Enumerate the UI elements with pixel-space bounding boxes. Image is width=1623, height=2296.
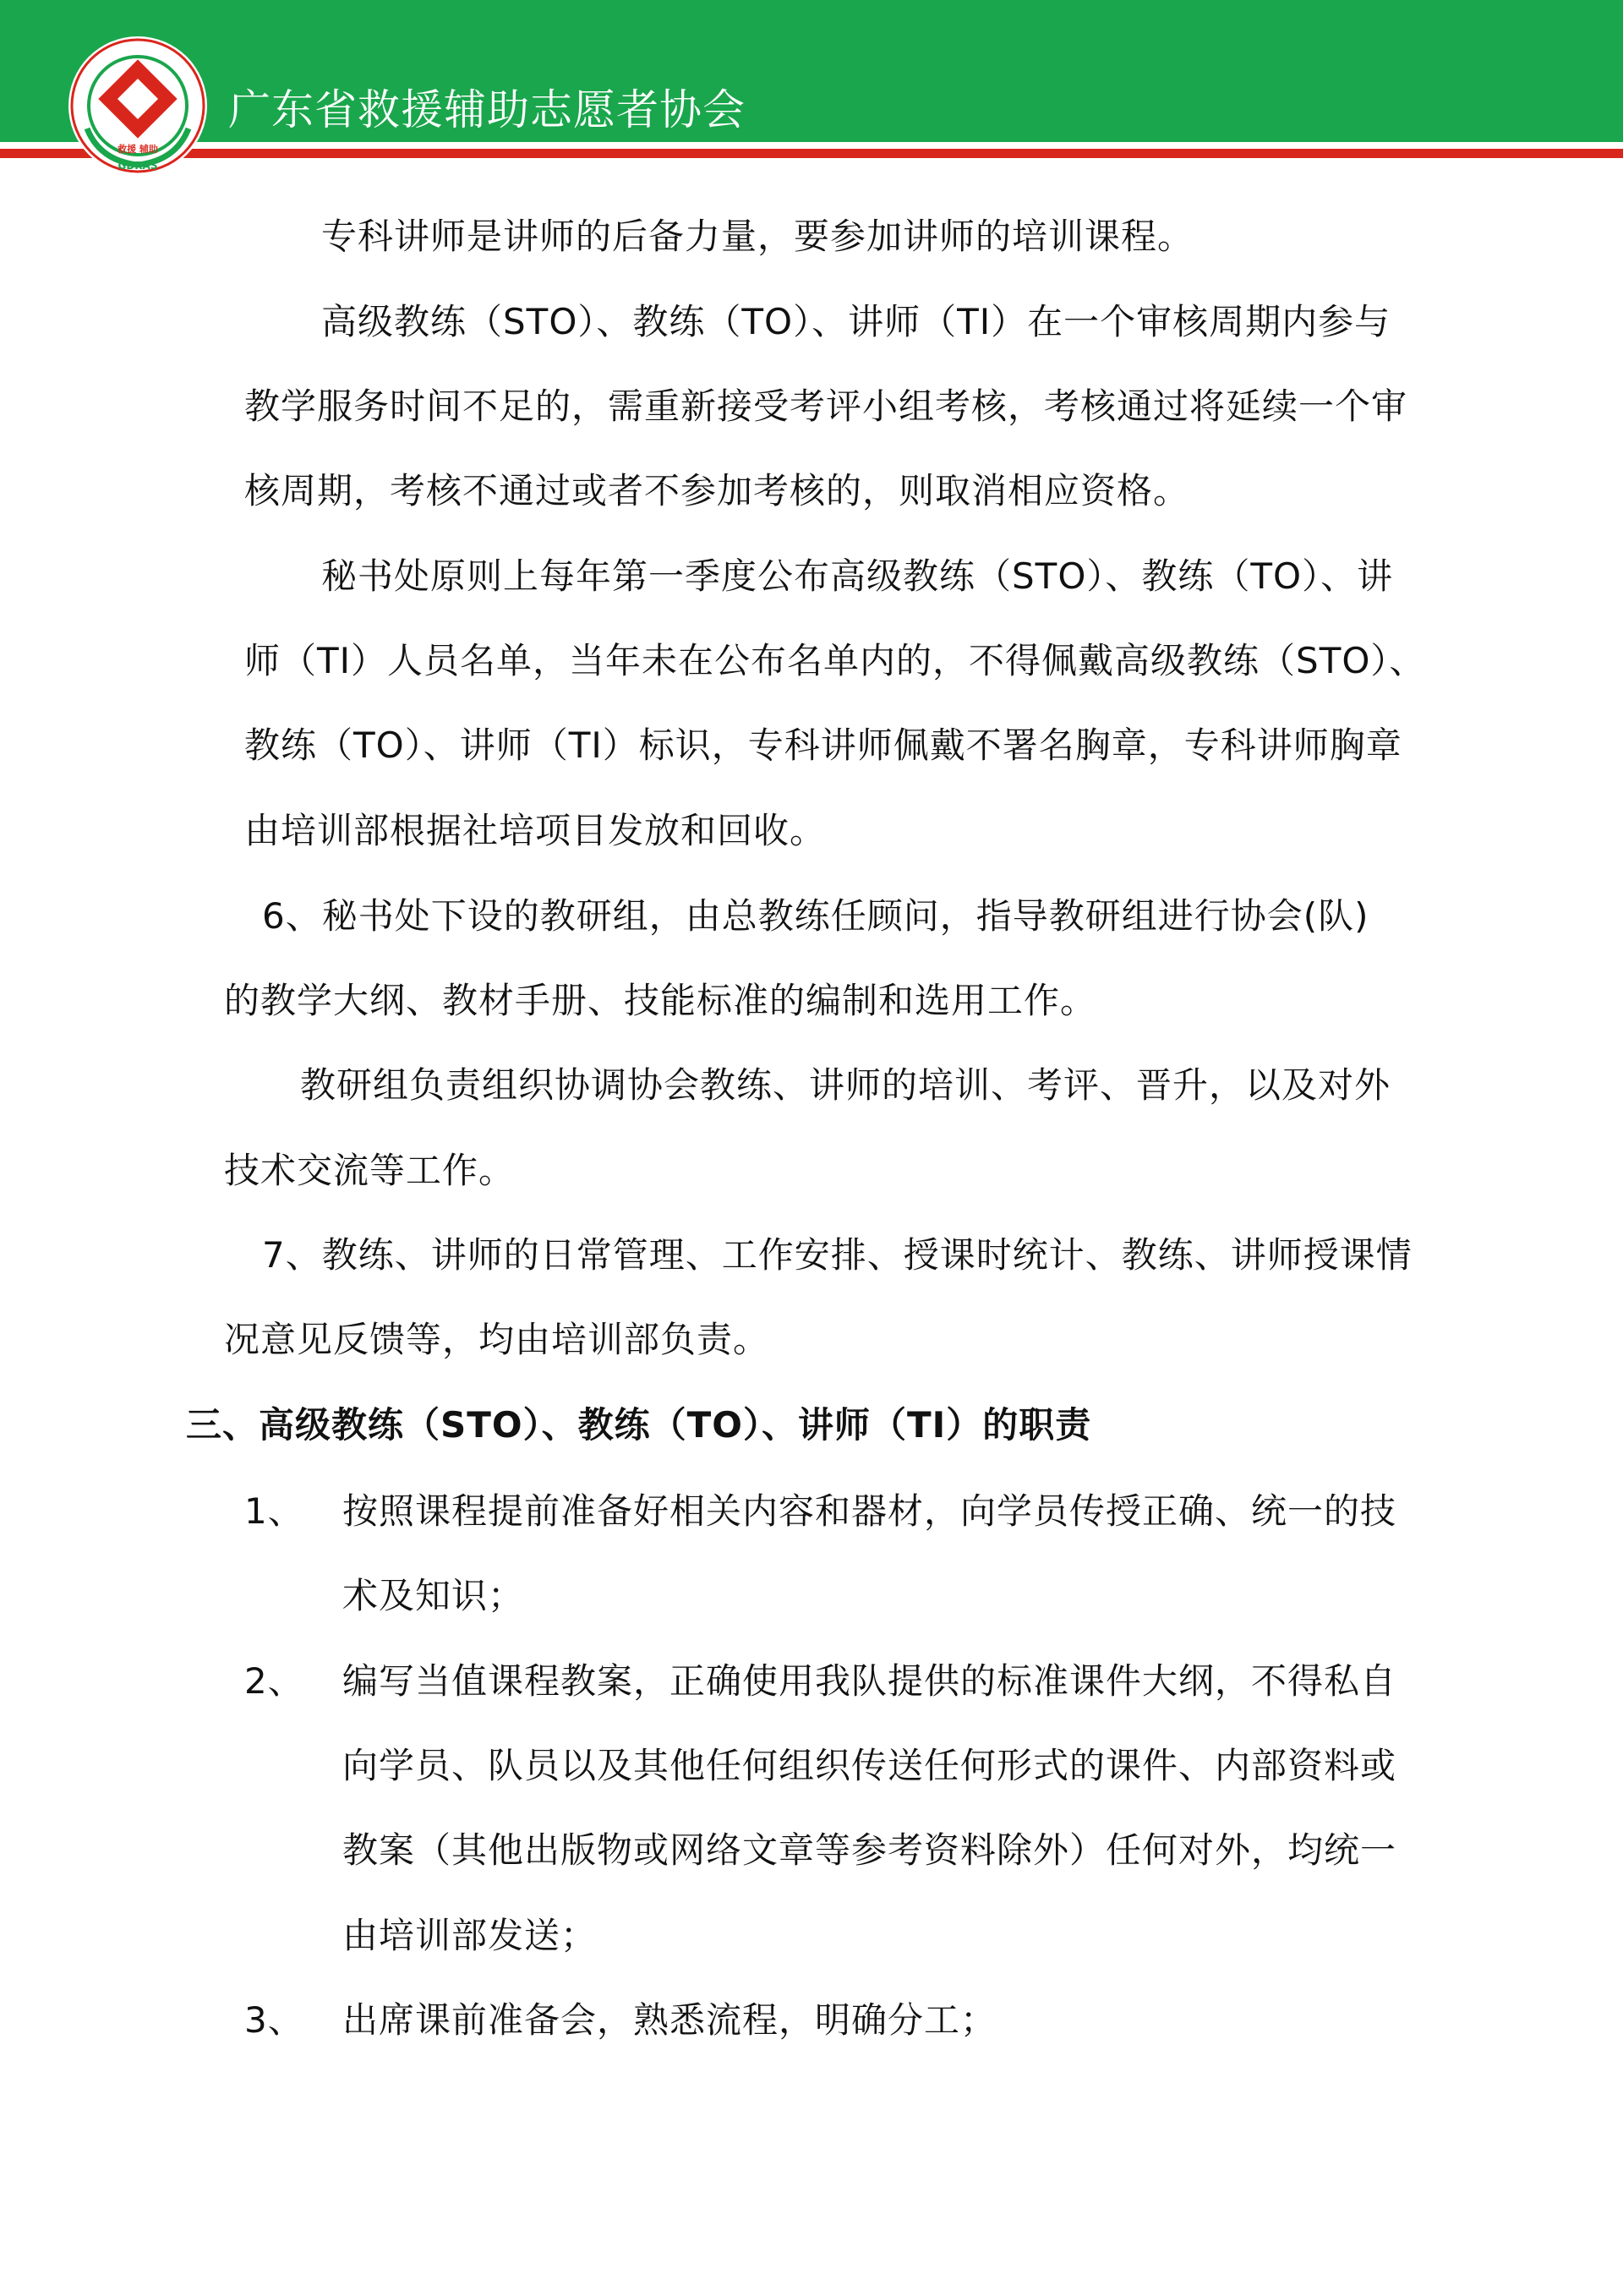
body-line: 秘书处原则上每年第一季度公布高级教练（STO）、教练（TO）、讲 — [321, 555, 1394, 597]
body-line: 教练（TO）、讲师（TI）标识，专科讲师佩戴不署名胸章，专科讲师胸章 — [244, 724, 1402, 766]
body-line: 教学服务时间不足的，需重新接受考评小组考核，考核通过将延续一个审 — [244, 385, 1408, 427]
body-line: 教研组负责组织协调协会教练、讲师的培训、考评、晋升，以及对外 — [300, 1064, 1391, 1106]
header-red-line — [0, 149, 1623, 158]
duty-line: 教案（其他出版物或网络文章等参考资料除外）任何对外，均统一 — [342, 1829, 1397, 1871]
duty-line: 术及知识； — [342, 1575, 525, 1616]
body-line: 师（TI）人员名单，当年未在公布名单内的，不得佩戴高级教练（STO）、 — [244, 640, 1426, 681]
body-line: 专科讲师是讲师的后备力量，要参加讲师的培训课程。 — [321, 216, 1194, 257]
duty-number: 1、 — [244, 1490, 304, 1532]
duty-line: 向学员、队员以及其他任何组织传送任何形式的课件、内部资料或 — [342, 1745, 1397, 1786]
duty-line: 编写当值课程教案，正确使用我队提供的标准课件大纲，不得私自 — [342, 1660, 1397, 1702]
body-line: 由培训部根据社培项目发放和回收。 — [244, 810, 827, 851]
body-line: 高级教练（STO）、教练（TO）、讲师（TI）在一个审核周期内参与 — [321, 301, 1391, 342]
duty-number: 2、 — [244, 1660, 304, 1702]
duty-line: 由培训部发送； — [342, 1915, 598, 1956]
duty-line: 出席课前准备会，熟悉流程，明确分工； — [342, 1999, 997, 2041]
svg-text:GDRAS: GDRAS — [117, 160, 158, 172]
svg-text:救援 辅助: 救援 辅助 — [117, 144, 158, 155]
org-logo — [66, 34, 210, 178]
duty-number: 3、 — [244, 1999, 304, 2041]
body-line: 6、秘书处下设的教研组，由总教练任顾问，指导教研组进行协会(队) — [262, 895, 1369, 937]
org-name: 广东省救援辅助志愿者协会 — [228, 85, 746, 134]
section-heading: 三、高级教练（STO）、教练（TO）、讲师（TI）的职责 — [186, 1404, 1092, 1446]
duty-line: 按照课程提前准备好相关内容和器材，向学员传授正确、统一的技 — [342, 1490, 1397, 1532]
body-line: 的教学大纲、教材手册、技能标准的编制和选用工作。 — [224, 980, 1097, 1021]
body-line: 核周期，考核不通过或者不参加考核的，则取消相应资格。 — [244, 470, 1190, 511]
body-line: 技术交流等工作。 — [224, 1150, 516, 1191]
logo-emblem-icon — [66, 34, 210, 178]
body-line: 况意见反馈等，均由培训部负责。 — [224, 1319, 770, 1360]
body-line: 7、教练、讲师的日常管理、工作安排、授课时统计、教练、讲师授课情 — [262, 1234, 1413, 1276]
